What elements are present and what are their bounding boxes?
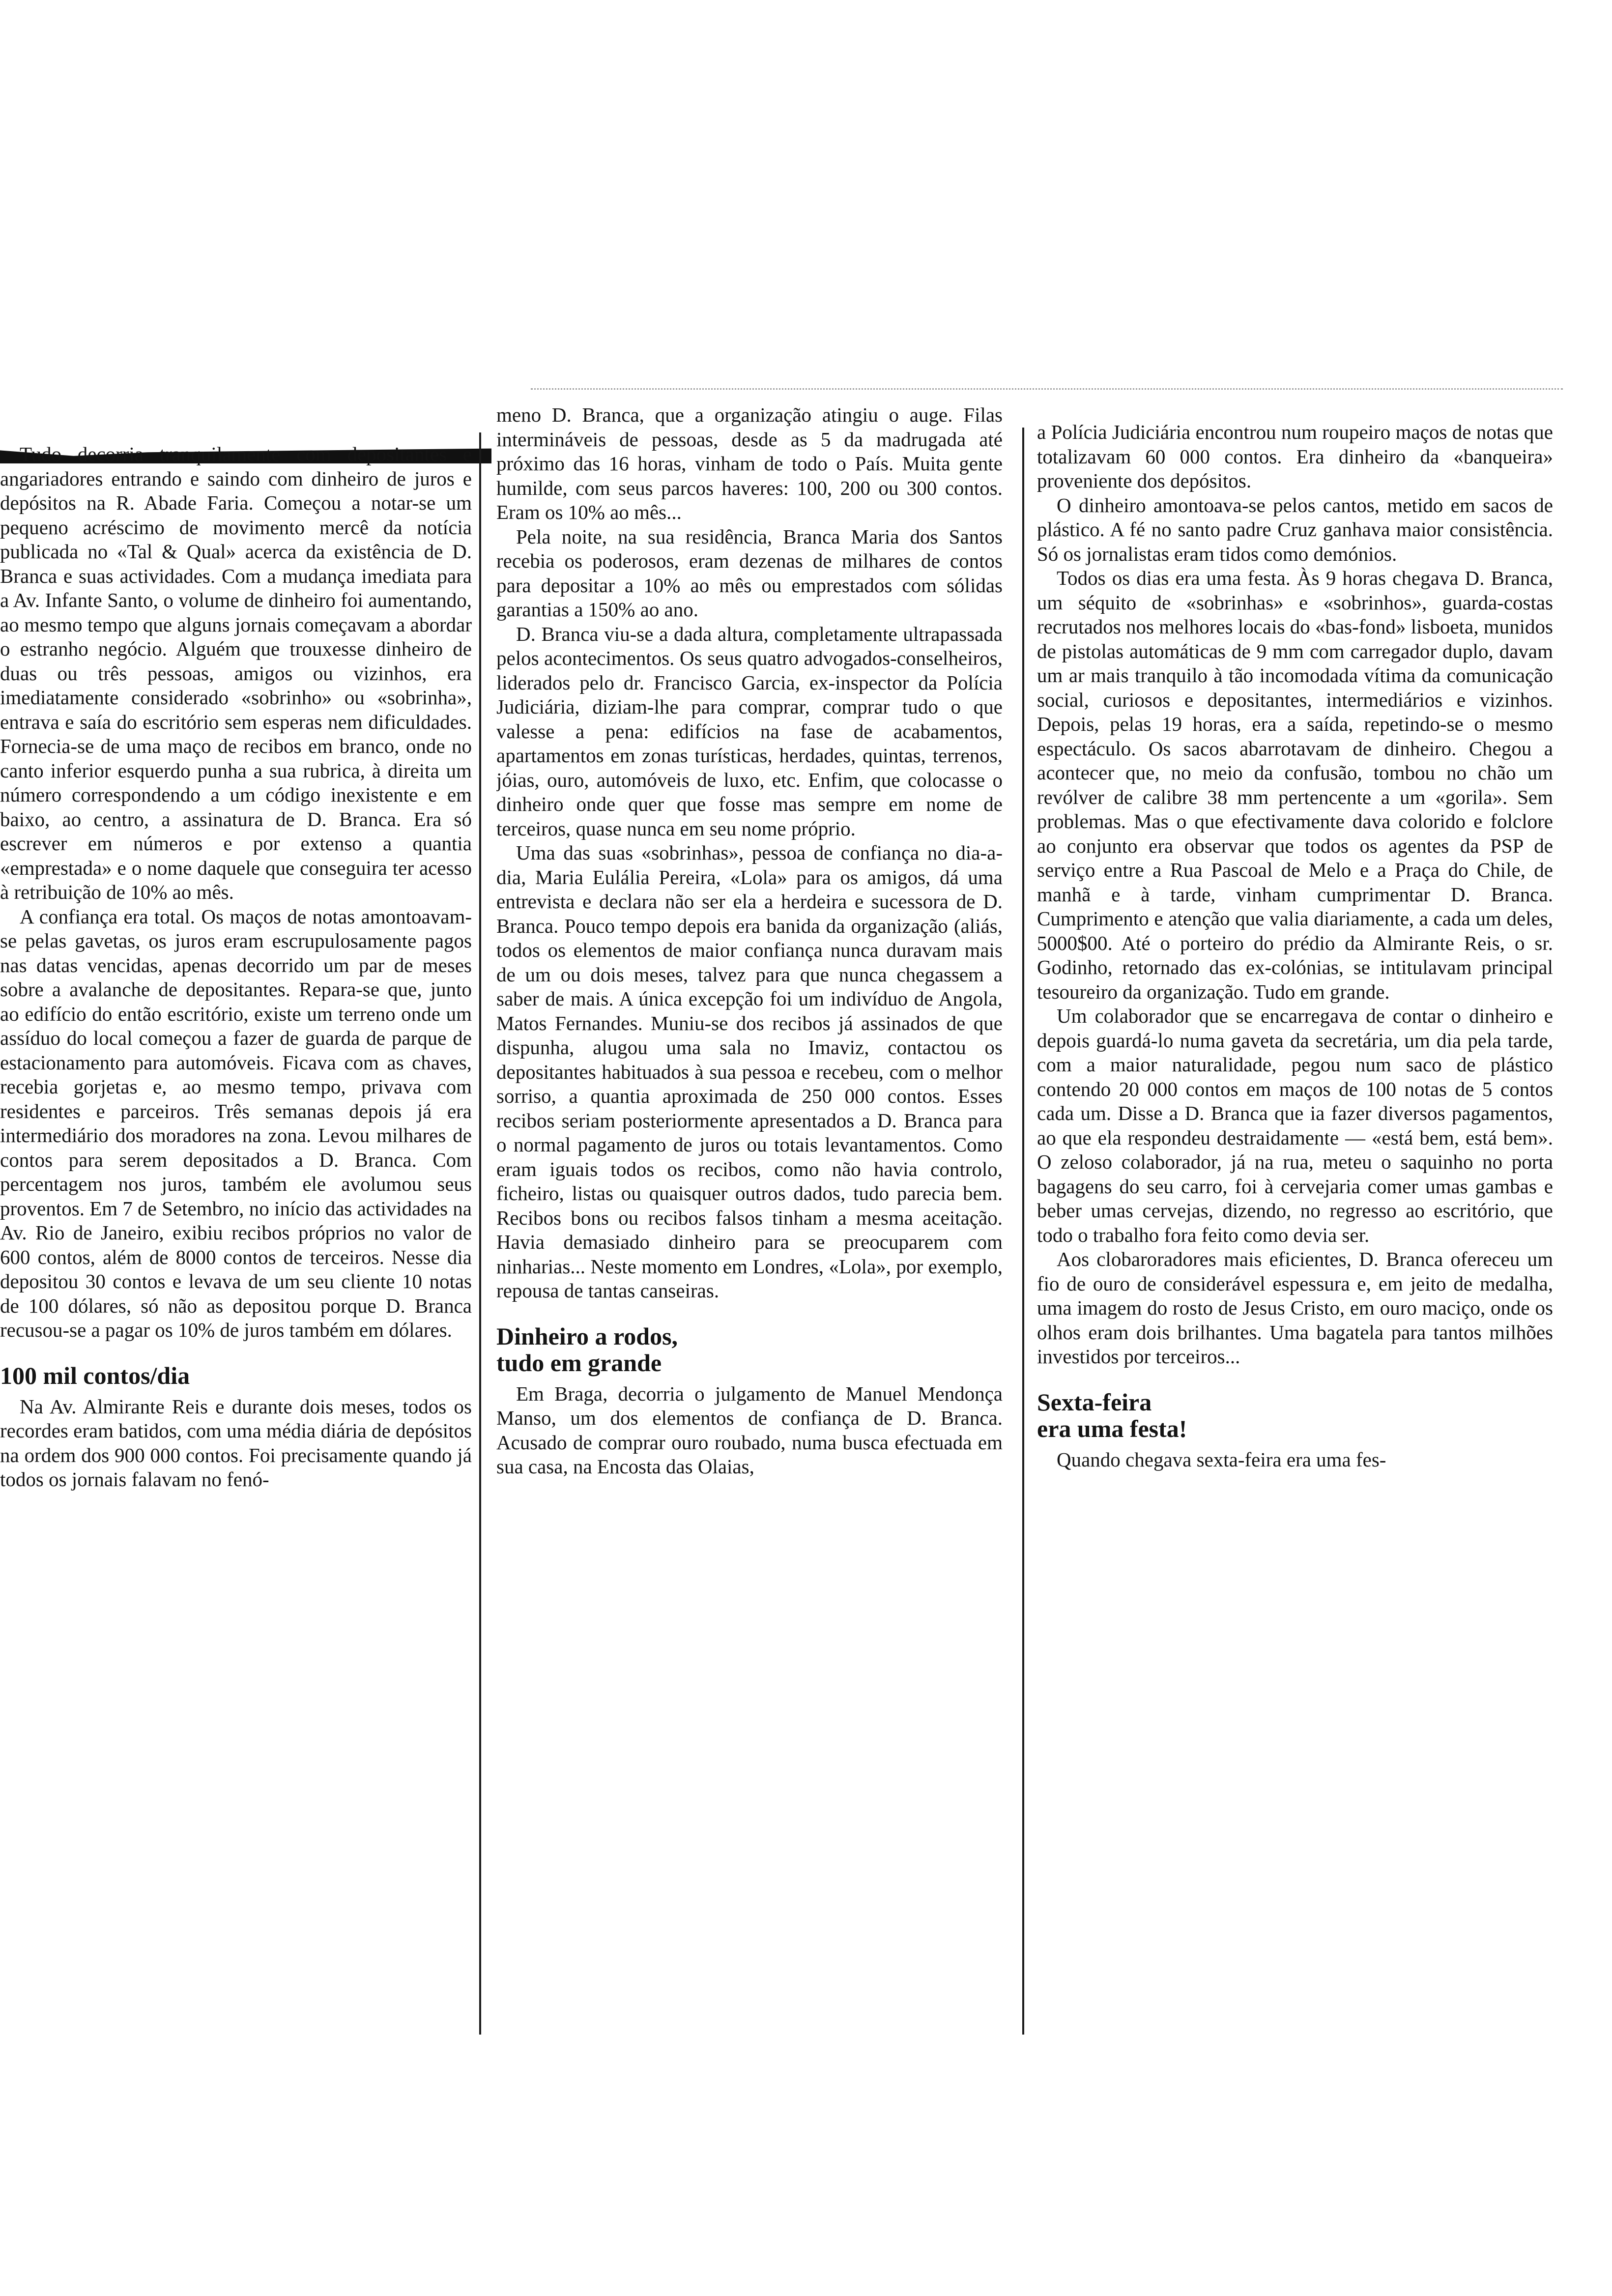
paragraph: Na Av. Almirante Reis e durante dois meses, todos os recordes eram batidos, com uma média diária de depósitos na ordem dos 900 000 contos. Foi precisamente quando já todos os jornais falavam no fenó- (0, 1395, 472, 1491)
paragraph: a Polícia Judiciária encontrou num roupeiro maços de notas que totalizavam 60 000 contos. Era dinheiro da «banqueira» proveniente dos depósitos. (1037, 421, 1553, 492)
paragraph: Tudo decorria tranquilamente com depositantes e angariadores entrando e saindo com dinheiro de juros e depósitos na R. Abade Faria. Começou a notar-se um pequeno acréscimo de movimento mercê da notícia publicada no «Tal & Qual» acerca da existência de D. Branca e suas actividades. Com a mudança imediata para a Av. Infante Santo, o volume de dinheiro foi aumentando, ao mesmo tempo que alguns jornais começavam a abordar o estranho negócio. Alguém que trouxesse dinheiro de duas ou três pessoas, amigos ou vizinhos, era imediatamente considerado «sobrinho» ou «sobrinha», entrava e saía do escritório sem esperas nem dificuldades. Fornecia-se de uma maço de recibos em branco, onde no canto inferior esquerdo punha a sua rubrica, à direita um número correspondendo a um código inexistente e em baixo, ao centro, a assinatura de D. Branca. Era só escrever em números e por extenso a quantia «emprestada» e o nome daquele que conseguira ter acesso à retribuição de 10% ao mês. (0, 443, 472, 903)
subheading: 100 mil contos/dia (0, 1361, 190, 1389)
column-2 (496, 403, 1003, 2035)
paragraph: Aos clobaroradores mais eficientes, D. Branca ofereceu um fio de ouro de considerável espessura e, em jeito de medalha, uma imagem do rosto de Jesus Cristo, em ouro maciço, onde os olhos eram dois brilhantes. Uma bagatela para tantos milhões investidos por terceiros... (1037, 1248, 1553, 1368)
paragraph: Pela noite, na sua residência, Branca Maria dos Santos recebia os poderosos, eram dezenas de milhares de contos para depositar a 10% ao mês ou emprestados com sólidas garantias a 150% ao ano. (496, 525, 1003, 621)
paragraph: Quando chegava sexta-feira era uma fes- (1057, 1448, 1386, 1471)
paragraph: Em Braga, decorria o julgamento de Manuel Mendonça Manso, um dos elementos de confiança de D. Branca. Acusado de comprar ouro roubado, numa busca efectuada em sua casa, na Encosta das Olaias, (496, 1382, 1003, 1478)
paragraph: Uma das suas «sobrinhas», pessoa de confiança no dia-a-dia, Maria Eulália Pereira, «Lola» para os amigos, dá uma entrevista e declara não ser ela a herdeira e sucessora de D. Branca. Pouco tempo depois era banida da organização (aliás, todos os elementos de maior confiança nunca duravam mais de um ou dois meses, talvez para que nunca chegassem a saber de mais. A única excepção foi um indivíduo de Angola, Matos Fernandes. Muniu-se dos recibos já assinados de que dispunha, alugou uma sala no Imaviz, contactou os depositantes habituados à sua pessoa e recebeu, com o melhor sorriso, a quantia aproximada de 250 000 contos. Esses recibos seriam posteriormente apresentados a D. Branca para o normal pagamento de juros ou totais levantamentos. Como eram iguais todos os recibos, como não havia controlo, ficheiro, listas ou quaisquer outros dados, tudo parecia bem. Recibos bons ou recibos falsos tinham a mesma aceitação. Havia demasiado dinheiro para se preocuparem com ninharias... Neste momento em Londres, «Lola», por exemplo, repousa de tantas canseiras. (496, 841, 1003, 1302)
subheading: Sexta-feira era uma festa! (1037, 1388, 1187, 1442)
paragraph: O dinheiro amontoava-se pelos cantos, metido em sacos de plástico. A fé no santo padre Cruz ganhava maior consistência. Só os jornalistas eram tidos como demónios. (1037, 493, 1553, 565)
column-3 (1037, 420, 1553, 2032)
column-1 (0, 442, 472, 2025)
column-rule-1 (479, 432, 481, 2035)
paragraph: A confiança era total. Os maços de notas amontoavam-se pelas gavetas, os juros eram escrupulosamente pagos nas datas vencidas, apenas decorrido um par de meses sobre a avalanche de depositantes. Repara-se que, junto ao edifício do então escritório, existe um terreno onde um assíduo do local começou a fazer de guarda de parque de estacionamento para automóveis. Ficava com as chaves, recebia gorjetas e, ao mesmo tempo, privava com residentes e parceiros. Três semanas depois já era intermediário dos moradores na zona. Levou milhares de contos para serem depositados a D. Branca. Com percentagem nos juros, também ele avolumou seus proventos. Em 7 de Setembro, no início das actividades na Av. Rio de Janeiro, exibiu recibos próprios no valor de 600 contos, além de 8000 contos de terceiros. Nesse dia depositou 30 contos e levava de um seu cliente 10 notas de 100 dólares, só não as depositou porque D. Branca recusou-se a pagar os 10% de juros também em dólares. (0, 905, 472, 1341)
paragraph: meno D. Branca, que a organização atingiu o auge. Filas intermináveis de pessoas, desde as 5 da madrugada até próximo das 16 horas, vinham de todo o País. Muita gente humilde, com seus parcos haveres: 100, 200 ou 300 contos. Eram os 10% ao mês... (496, 403, 1003, 523)
paragraph: Todos os dias era uma festa. Às 9 horas chegava D. Branca, um séquito de «sobrinhas» e «sobrinhos», guarda-costas recrutados nos melhores locais do «bas-fond» lisboeta, munidos de pistolas automáticas de 9 mm com carregador duplo, davam um ar mais tranquilo à tão incomodada vítima da comunicação social, curiosos e depositantes, intermediários e vizinhos. Depois, pelas 19 horas, era a saída, repetindo-se o mesmo espectáculo. Os sacos abarrotavam de dinheiro. Chegou a acontecer que, no meio da confusão, tombou no chão um revólver de calibre 38 mm pertencente a um «gorila». Sem problemas. Mas o que efectivamente dava colorido e folclore ao conjunto era observar que todos os agentes da PSP de serviço entre a Rua Pascoal de Melo e a Praça do Chile, de manhã e à tarde, vinham cumprimentar D. Branca. Cumprimento e atenção que valia diariamente, a cada um deles, 5000$00. Até o porteiro do prédio da Almirante Reis, o sr. Godinho, retornado das ex-colónias, se intitulavam principal tesoureiro da organização. Tudo em grande. (1037, 567, 1553, 1003)
column-rule-2 (1022, 428, 1024, 2035)
subheading: Dinheiro a rodos, tudo em grande (496, 1322, 678, 1377)
paragraph: Um colaborador que se encarregava de contar o dinheiro e depois guardá-lo numa gaveta da secretária, um dia pela tarde, com a maior naturalidade, pegou num saco de plástico contendo 20 000 contos em maços de 100 notas de 5 contos cada um. Disse a D. Branca que ia fazer diversos pagamentos, ao que ela respondeu destraidamente — «está bem, está bem». O zeloso colaborador, já na rua, meteu o saquinho no porta bagagens do seu carro, foi à cervejaria comer umas gambas e beber umas cervejas, dizendo, no regresso ao escritório, que todo o trabalho fora feito como devia ser. (1037, 1004, 1553, 1246)
newspaper-clipping (0, 373, 1573, 2044)
paragraph: D. Branca viu-se a dada altura, completamente ultrapassada pelos acontecimentos. Os seus quatro advogados-conselheiros, liderados pelo dr. Francisco Garcia, ex-inspector da Polícia Judiciária, diziam-lhe para comprar, comprar tudo o que valesse a pena: edifícios na fase de acabamentos, apartamentos em zonas turísticas, herdades, quintas, terrenos, jóias, ouro, automóveis de luxo, etc. Enfim, que colocasse o dinheiro onde quer que fosse mas sempre em nome de terceiros, quase nunca em seu nome próprio. (496, 622, 1003, 840)
